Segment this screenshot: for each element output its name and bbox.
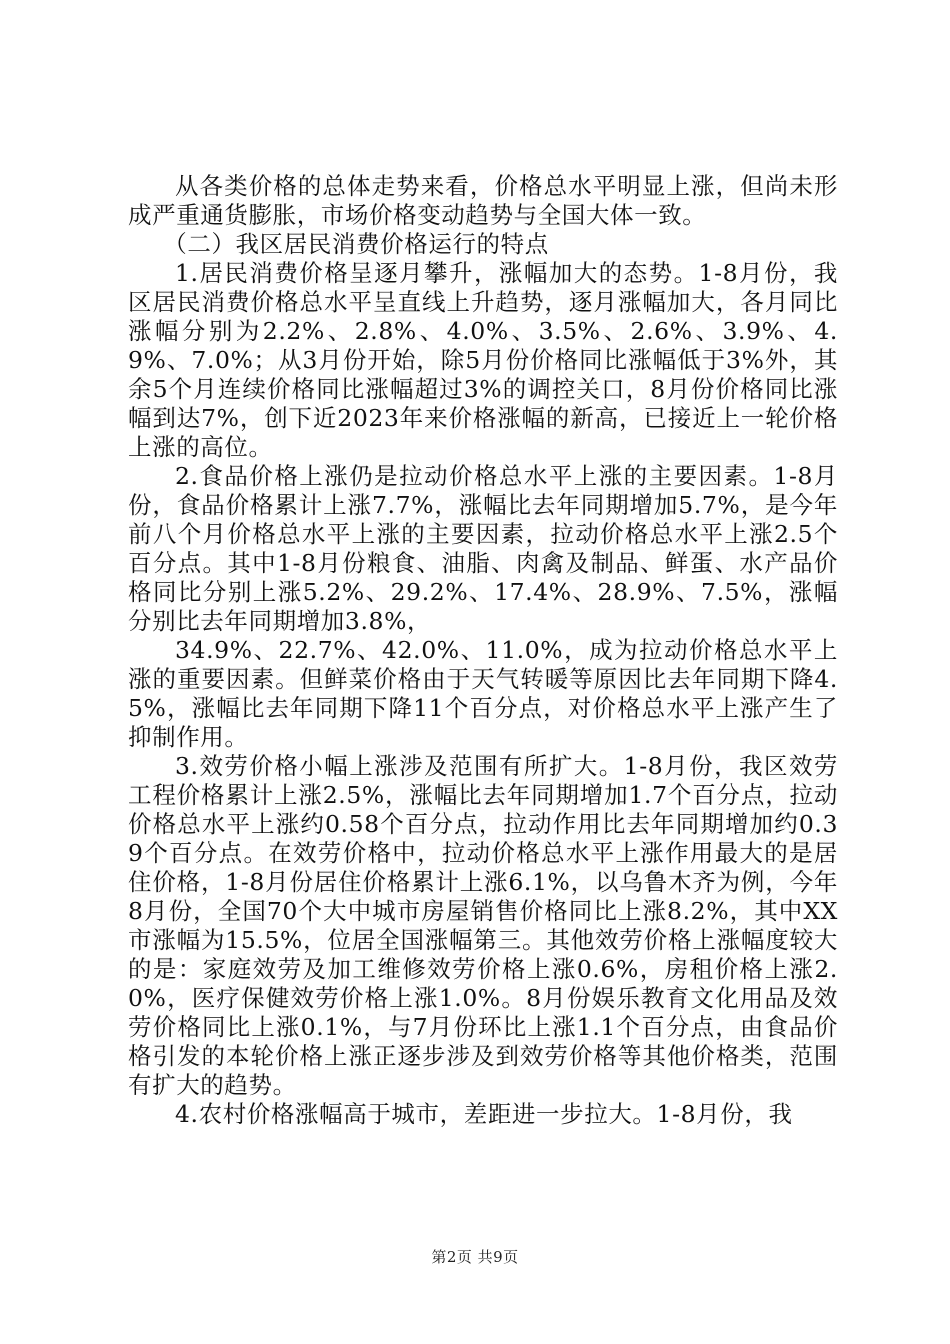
paragraph-point-3: 3.效劳价格小幅上涨涉及范围有所扩大。1-8月份，我区效劳工程价格累计上涨2.5%，涨幅比去年同期增加1.7个百分点，拉动价格总水平上涨约0.58个百分点，拉动作用比去年同期增加约0.39个百分点。在效劳价格中，拉动价格总水平上涨作用最大的是居住价格，1-8月份居住价格累计上涨6.1%，以乌鲁木齐为例，今年8月份，全国70个大中城市房屋销售价格同比上涨8.2%，其中XX市涨幅为15.5%，位居全国涨幅第三。其他效劳价格上涨幅度较大的是：家庭效劳及加工维修效劳价格上涨0.6%，房租价格上涨2.0%，医疗保健效劳价格上涨1.0%。8月份娱乐教育文化用品及效劳价格同比上涨0.1%，与7月份环比上涨1.1个百分点，由食品价格引发的本轮价格上涨正逐步涉及到效劳价格等其他价格类，范围有扩大的趋势。 bbox=[128, 752, 838, 1099]
paragraph-point-2-continued: 34.9%、22.7%、42.0%、11.0%，成为拉动价格总水平上涨的重要因素。但鲜菜价格由于天气转暖等原因比去年同期下降4.5%，涨幅比去年同期下降11个百分点，对价格总水平上涨产生了抑制作用。 bbox=[128, 636, 838, 751]
paragraph-point-1: 1.居民消费价格呈逐月攀升，涨幅加大的态势。1-8月份，我区居民消费价格总水平呈直线上升趋势，逐月涨幅加大，各月同比涨幅分别为2.2%、2.8%、4.0%、3.5%、2.6%、3.9%、4.9%、7.0%；从3月份开始，除5月份价格同比涨幅低于3%外，其余5个月连续价格同比涨幅超过3%的调控关口，8月份价格同比涨幅到达7%，创下近2023年来价格涨幅的新高，已接近上一轮价格上涨的高位。 bbox=[128, 259, 838, 461]
paragraph-point-2: 2.食品价格上涨仍是拉动价格总水平上涨的主要因素。1-8月份，食品价格累计上涨7.7%，涨幅比去年同期增加5.7%，是今年前八个月价格总水平上涨的主要因素，拉动价格总水平上涨2.5个百分点。其中1-8月份粮食、油脂、肉禽及制品、鲜蛋、水产品价格同比分别上涨5.2%、29.2%、17.4%、28.9%、7.5%，涨幅分别比去年同期增加3.8%， bbox=[128, 462, 838, 635]
page-number-footer: 第2页 共9页 bbox=[431, 1248, 519, 1266]
paragraph-point-4: 4.农村价格涨幅高于城市，差距进一步拉大。1-8月份，我 bbox=[175, 1100, 793, 1128]
section-heading-characteristics: （二）我区居民消费价格运行的特点 bbox=[163, 230, 549, 258]
paragraph-overall-trend: 从各类价格的总体走势来看，价格总水平明显上涨，但尚未形成严重通货膨胀，市场价格变动趋势与全国大体一致。 bbox=[128, 172, 838, 229]
document-body bbox=[128, 172, 838, 1129]
